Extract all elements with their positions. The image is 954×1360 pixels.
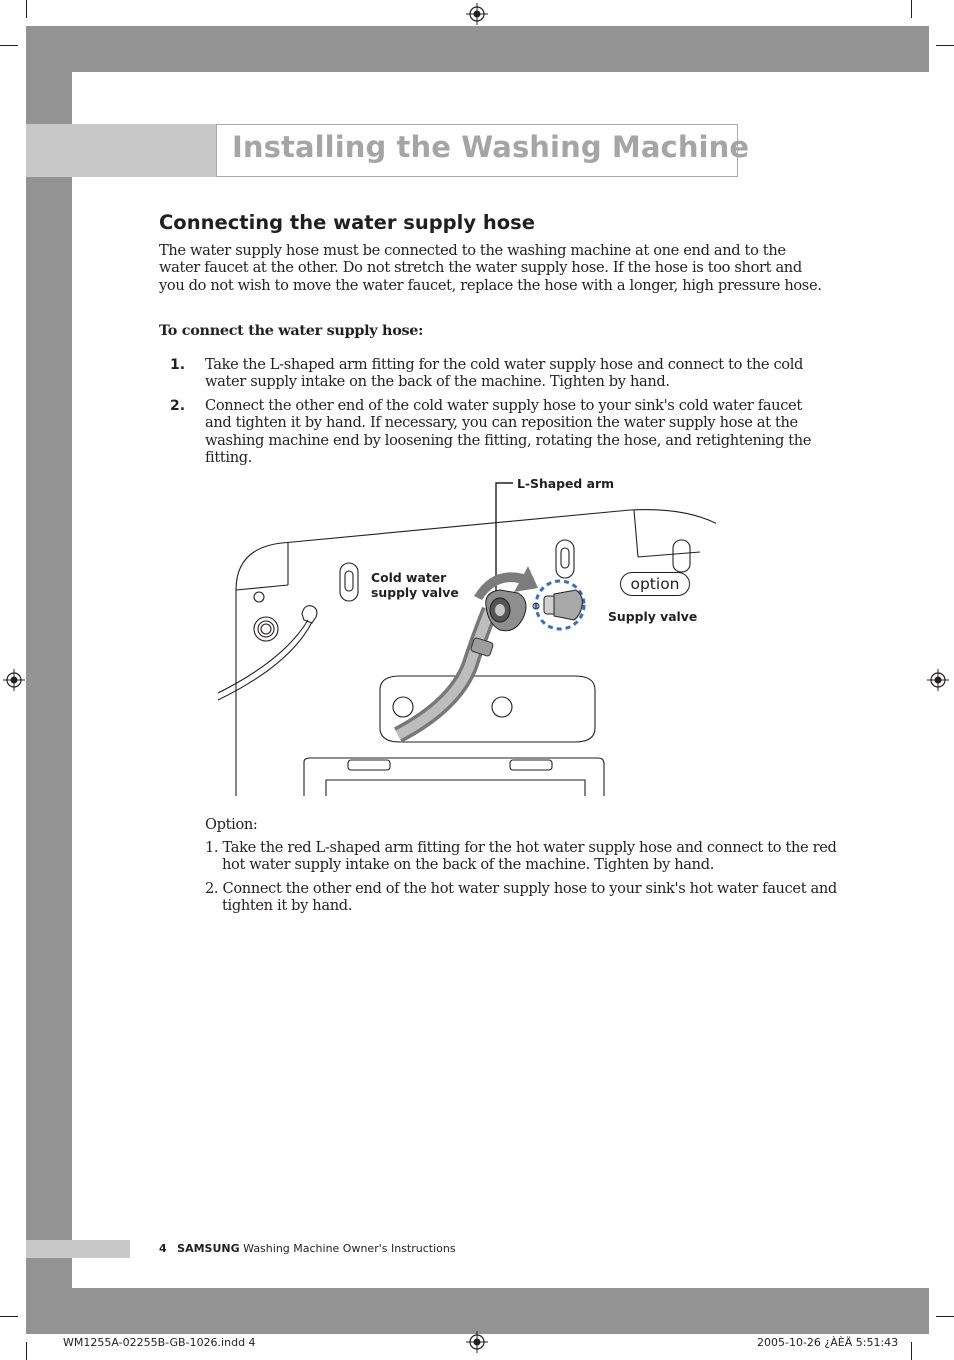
page-number: 4 [159, 1242, 167, 1255]
option-badge: option [620, 572, 690, 596]
registration-mark-icon [466, 3, 488, 25]
option-heading: Option: [205, 816, 258, 833]
page-title: Installing the Washing Machine [232, 130, 750, 164]
crop-mark [911, 1342, 912, 1360]
option-item: 2. Connect the other end of the hot water supply hose to your sink's hot water faucet and tighten it by hand. [205, 880, 837, 915]
page-footer [159, 1242, 456, 1255]
crop-mark [936, 1316, 954, 1317]
print-slug-right: 2005-10-26 ¿ÀÈÄ 5:51:43 [757, 1336, 899, 1349]
option-item: 1. Take the red L-shaped arm fitting for the hot water supply hose and connect to the red hot water supply intake on the back of the machine. Tighten by hand. [205, 839, 837, 874]
step-text: Connect the other end of the cold water supply hose to your sink's cold water faucet and tighten it by hand. If necessary, you can reposition the water supply hose at the washing machine end by loosening the fitting, rotating the hose, and retightening the fitting. [205, 397, 812, 467]
step-number: 1. [170, 357, 186, 373]
registration-mark-icon [466, 1331, 488, 1353]
step-text: Take the L-shaped arm fitting for the cold water supply hose and connect to the cold water supply intake on the back of the machine. Tighten by hand. [205, 356, 804, 391]
print-slug-left: WM1255A-02255B-GB-1026.indd 4 [63, 1336, 256, 1349]
washing-machine-back-illustration [216, 470, 716, 800]
brand-name: SAMSUNG [177, 1242, 240, 1255]
crop-mark [0, 1316, 18, 1317]
page-frame-top [26, 26, 929, 72]
instructions-subheading: To connect the water supply hose: [159, 322, 424, 339]
label-cold-water-supply-valve: Cold water supply valve [371, 570, 459, 600]
crop-mark [911, 0, 912, 18]
page-frame-bottom [26, 1288, 929, 1334]
crop-mark [26, 0, 27, 18]
registration-mark-icon [927, 669, 949, 691]
crop-mark [26, 1342, 27, 1360]
registration-mark-icon [3, 669, 25, 691]
title-band [26, 124, 216, 177]
page-frame-left [26, 72, 72, 1288]
section-title: Connecting the water supply hose [159, 211, 535, 234]
crop-mark [936, 45, 954, 46]
intro-paragraph: The water supply hose must be connected to the washing machine at one end and to the water faucet at the other. Do not stretch the water supply hose. If the hose is too short and you do not wish to move the water faucet, replace the hose with a longer, high pressure hose. [159, 242, 822, 294]
footer-band [26, 1240, 130, 1258]
crop-mark [0, 45, 18, 46]
footer-text: Washing Machine Owner's Instructions [243, 1242, 456, 1255]
label-supply-valve: Supply valve [608, 609, 698, 624]
step-number: 2. [170, 398, 186, 414]
label-l-shaped-arm: L-Shaped arm [517, 476, 614, 491]
